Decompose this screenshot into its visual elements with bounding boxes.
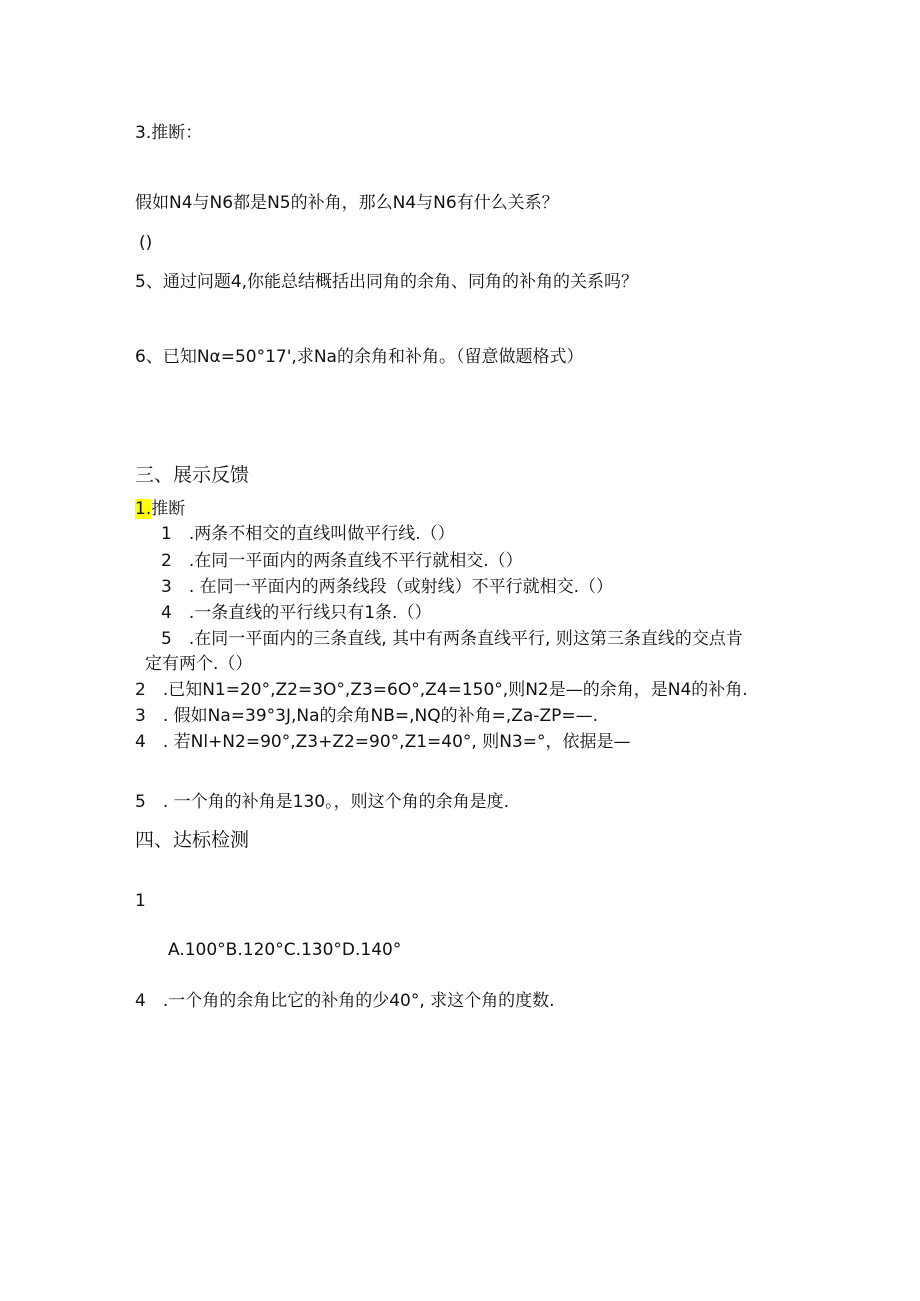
judgment-5-continued: 定有两个.（） [145,654,253,674]
question-6: 6、已知Nα=50°17',求Na的余角和补角。（留意做题格式） [135,347,584,367]
judgment-1: 1 .两条不相交的直线叫做平行线.（） [161,524,455,544]
section-3-question-5: 5 . 一个角的补角是130。，则这个角的余角是度. [135,792,509,812]
section-4-question-4: 4 .一个角的余角比它的补角的少40°, 求这个角的度数. [135,991,555,1011]
item-1-label: 推断 [151,499,186,519]
section-3-question-2: 2 .已知N1=20°,Z2=3O°,Z3=6O°,Z4=150°,则N2是—的余角，是N4的补角. [135,680,748,700]
section-3-question-4: 4 . 若Nl+N2=90°,Z3+Z2=90°,Z1=40°, 则N3=°，依据是— [135,732,631,752]
section-3-question-3: 3 . 假如Na=39°3J,Na的余角NB=,NQ的补角=,Za-ZP=—. [135,706,599,726]
judgment-2: 2 .在同一平面内的两条直线不平行就相交.（） [161,551,523,571]
answer-parentheses: () [139,233,153,253]
section-3-item-1 [135,498,185,520]
section-4-options: A.100°B.120°C.130°D.140° [168,940,402,960]
question-supplement: 假如N4与N6都是N5的补角，那么N4与N6有什么关系？ [135,193,559,213]
section-4-number: 1 [135,891,146,911]
section-4-title: 四、达标检测 [135,829,250,851]
section-3-title: 三、展示反馈 [135,464,250,486]
judgment-4: 4 .一条直线的平行线只有1条.（） [161,603,432,623]
question-5: 5、通过问题4,你能总结概括出同角的余角、同角的补角的关系吗？ [135,272,639,292]
highlighted-number: 1. [135,499,152,519]
judgment-3: 3 . 在同一平面内的两条线段（或射线）不平行就相交.（） [161,577,614,597]
judgment-5: 5 .在同一平面内的三条直线, 其中有两条直线平行, 则这第三条直线的交点肯 [161,629,743,649]
infer-title: 3.推断： [135,123,203,143]
